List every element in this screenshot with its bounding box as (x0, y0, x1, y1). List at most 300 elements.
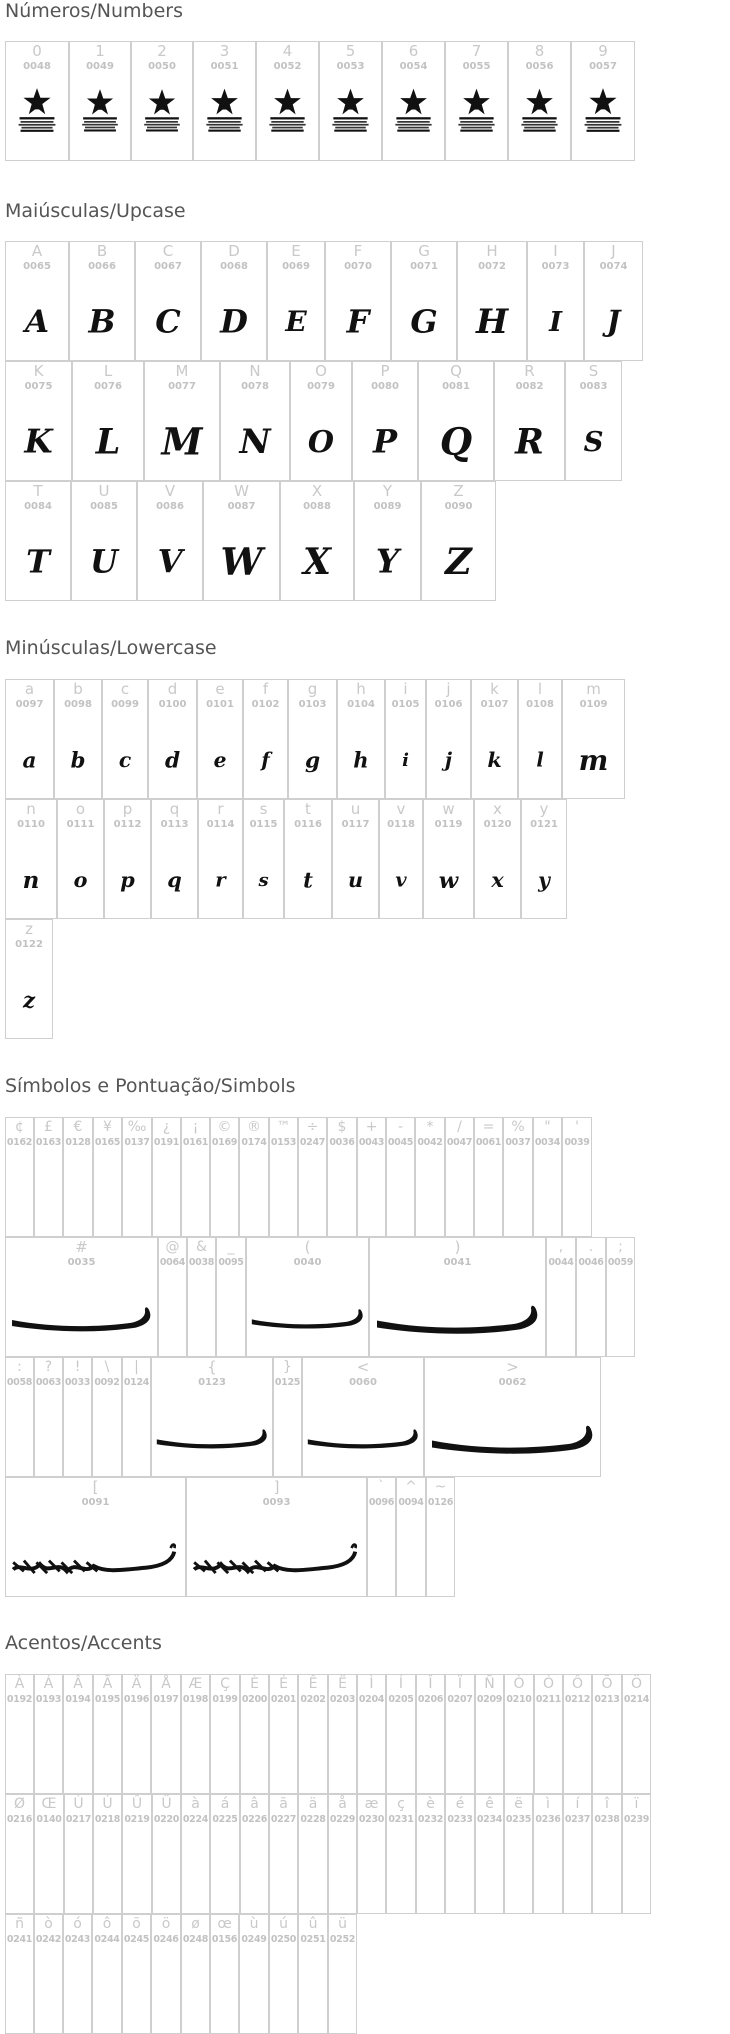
glyph-code-label: 0058 (6, 1377, 33, 1388)
glyph-cell-upper-0077 (144, 361, 220, 481)
glyph-cell-symbols-0046 (576, 1237, 606, 1357)
glyph-cell-upper-0089 (354, 481, 421, 601)
glyph-cell-accents-0197 (151, 1674, 181, 1794)
glyph-char-label: é (455, 1796, 465, 1812)
glyph-cell-accents-0156 (210, 1914, 239, 2034)
glyph-code-label: 0163 (35, 1137, 62, 1148)
glyph-code-label: 0192 (6, 1694, 33, 1705)
glyph-cell-symbols-0044 (546, 1237, 576, 1357)
glyph-char-label: G (418, 242, 430, 260)
glyph-cell-symbols-0061 (474, 1117, 503, 1237)
glyph-cell-accents-0231 (386, 1794, 416, 1914)
glyph-char-label: q (169, 800, 180, 818)
glyph-code-label: 0202 (300, 1694, 326, 1705)
glyph-code-label: 0119 (434, 819, 463, 830)
glyph-code-label: 0035 (67, 1257, 96, 1268)
glyph-code-label: 0231 (388, 1814, 414, 1825)
glyph-cell-upper-0080 (352, 361, 418, 481)
glyph-cell-accents-0236 (533, 1794, 563, 1914)
glyph-sample-D (202, 282, 266, 360)
glyph-sample-N (221, 402, 289, 480)
glyph-char-label: 1 (95, 42, 105, 60)
glyph-sample-g (289, 720, 336, 798)
glyph-cell-accents-0202 (298, 1674, 328, 1794)
glyph-char-label: [ (92, 1478, 99, 1496)
glyph-cell-upper-0067 (135, 241, 201, 361)
glyph-cell-accents-0220 (152, 1794, 181, 1914)
svg-text:J: J (606, 304, 621, 339)
glyph-char-label: Ï (457, 1676, 463, 1692)
glyph-sample-i (386, 720, 425, 798)
glyph-char-label: Ú (102, 1796, 113, 1812)
glyph-cell-accents-0235 (504, 1794, 533, 1914)
glyph-code-label: 0096 (368, 1497, 395, 1508)
svg-text:X: X (303, 540, 331, 583)
glyph-code-label: 0100 (158, 699, 187, 710)
glyph-sample-S (566, 402, 621, 480)
glyph-code-label: 0220 (153, 1814, 180, 1825)
glyph-char-label: - (397, 1119, 404, 1135)
glyph-char-label: { (207, 1358, 217, 1376)
glyph-char-label: Ã (102, 1676, 113, 1692)
glyph-cell-symbols-0191 (152, 1117, 181, 1237)
star-badge-logo-icon (194, 82, 255, 160)
glyph-sample-f (244, 720, 287, 798)
svg-text:K: K (24, 421, 53, 461)
swash-tail-icon (152, 1398, 272, 1476)
glyph-cell-symbols-0045 (386, 1117, 415, 1237)
glyph-char-label: o (75, 800, 86, 818)
svg-text:o: o (73, 868, 88, 893)
glyph-char-label: Ë (338, 1676, 347, 1692)
svg-text:e: e (213, 747, 227, 772)
glyph-sample-C (136, 282, 200, 360)
glyph-char-label: Õ (601, 1676, 613, 1692)
glyph-cell-accents-0219 (122, 1794, 152, 1914)
glyph-char-label: v (396, 800, 406, 818)
glyph-cell-accents-0214 (622, 1674, 651, 1794)
glyph-cell-numbers-0053 (319, 41, 382, 161)
glyph-code-label: 0236 (535, 1814, 561, 1825)
glyph-cell-upper-0073 (527, 241, 584, 361)
glyph-cell-accents-0234 (475, 1794, 504, 1914)
glyph-code-label: 0094 (398, 1497, 424, 1508)
glyph-cell-symbols-0058 (5, 1357, 34, 1477)
glyph-cell-lower-0103 (288, 679, 337, 799)
svg-text:H: H (475, 302, 509, 343)
glyph-code-label: 0070 (344, 261, 372, 272)
glyph-cell-symbols-0042 (415, 1117, 445, 1237)
glyph-cell-upper-0088 (280, 481, 354, 601)
glyph-code-label: 0045 (387, 1137, 414, 1148)
glyph-char-label: 3 (219, 42, 230, 60)
svg-text:N: N (239, 422, 271, 463)
glyph-char-label: 8 (534, 42, 545, 60)
glyph-char-label: % (511, 1119, 525, 1135)
glyph-char-label: Ö (630, 1676, 643, 1692)
glyph-cell-numbers-0049 (69, 41, 131, 161)
glyph-code-label: 0212 (564, 1694, 591, 1705)
glyph-char-label: U (98, 482, 110, 500)
svg-text:b: b (70, 747, 86, 773)
glyph-sample-y (522, 840, 566, 918)
svg-text:n: n (22, 867, 40, 894)
glyph-code-label: 0105 (391, 699, 420, 710)
glyph-code-label: 0198 (182, 1694, 209, 1705)
glyph-code-label: 0044 (548, 1257, 574, 1268)
glyph-code-label: 0104 (347, 699, 375, 710)
glyph-code-label: 0042 (417, 1137, 443, 1148)
glyph-cell-lower-0105 (385, 679, 426, 799)
star-badge-logo-icon (572, 82, 634, 160)
glyph-char-label: j (446, 680, 451, 698)
glyph-cell-accents-0225 (210, 1794, 240, 1914)
glyph-char-label: 9 (598, 42, 608, 60)
glyph-cell-accents-0245 (122, 1914, 151, 2034)
glyph-char-label: Â (73, 1676, 83, 1692)
glyph-cell-symbols-0169 (210, 1117, 239, 1237)
glyph-char-label: 7 (471, 42, 482, 60)
glyph-char-label: l (537, 680, 543, 698)
glyph-char-label: ¢ (15, 1119, 24, 1135)
glyph-cell-symbols-0033 (63, 1357, 92, 1477)
glyph-code-label: 0217 (65, 1814, 92, 1825)
glyph-code-label: 0246 (153, 1934, 179, 1945)
glyph-code-label: 0237 (564, 1814, 591, 1825)
svg-text:w: w (438, 867, 459, 894)
swash-tail-icon (6, 1278, 157, 1356)
glyph-code-label: 0048 (23, 61, 51, 72)
glyph-char-label: 5 (345, 42, 356, 60)
glyph-cell-lower-0097 (5, 679, 54, 799)
glyph-cell-symbols-0094 (396, 1477, 426, 1597)
glyph-code-label: 0047 (446, 1137, 473, 1148)
glyph-char-label: à (191, 1796, 200, 1812)
glyph-cell-accents-0140 (34, 1794, 64, 1914)
glyph-cell-symbols-0059 (606, 1237, 635, 1357)
glyph-char-label: ú (279, 1916, 288, 1932)
glyph-code-label: 0140 (36, 1814, 62, 1825)
glyph-code-label: 0116 (294, 819, 322, 830)
glyph-code-label: 0161 (182, 1137, 209, 1148)
glyph-code-label: 0055 (462, 61, 491, 72)
glyph-char-label: ( (304, 1238, 311, 1256)
glyph-code-label: 0076 (94, 381, 122, 392)
glyph-code-label: 0233 (447, 1814, 473, 1825)
glyph-cell-upper-0086 (137, 481, 203, 601)
glyph-cell-accents-0229 (328, 1794, 357, 1914)
glyph-sample-m (563, 720, 624, 798)
star-badge-logo-icon (320, 82, 381, 160)
glyph-char-label: Ä (131, 1676, 142, 1692)
svg-text:D: D (220, 302, 248, 341)
glyph-cell-accents-0216 (5, 1794, 34, 1914)
glyph-code-label: 0082 (515, 381, 544, 392)
glyph-cell-numbers-0055 (445, 41, 508, 161)
glyph-code-label: 0036 (329, 1137, 355, 1148)
glyph-code-label: 0123 (198, 1377, 226, 1388)
glyph-cell-accents-0213 (592, 1674, 622, 1794)
glyph-code-label: 0063 (35, 1377, 62, 1388)
svg-text:f: f (261, 747, 270, 772)
glyph-code-label: 0099 (111, 699, 139, 710)
glyph-cell-accents-0248 (181, 1914, 210, 2034)
glyph-char-label: z (25, 920, 33, 938)
glyph-code-label: 0234 (476, 1814, 503, 1825)
glyph-cell-lower-0102 (243, 679, 288, 799)
glyph-char-label: Ù (73, 1796, 84, 1812)
glyph-code-label: 0043 (358, 1137, 385, 1148)
glyph-code-label: 0125 (274, 1377, 301, 1388)
svg-text:i: i (402, 750, 409, 772)
glyph-cell-accents-0207 (445, 1674, 475, 1794)
glyph-code-label: 0121 (530, 819, 558, 830)
star-badge-logo-icon (383, 82, 444, 160)
svg-text:l: l (536, 748, 544, 772)
glyph-sample-A (6, 282, 68, 360)
glyph-char-label: Œ (41, 1796, 57, 1812)
glyph-cell-lower-0112 (104, 799, 151, 919)
glyph-cell-symbols-0165 (93, 1117, 122, 1237)
glyph-char-label: ñ (15, 1916, 24, 1932)
glyph-sample-j (427, 720, 470, 798)
glyph-char-label: + (365, 1119, 378, 1135)
svg-text:r: r (215, 867, 226, 892)
glyph-cell-symbols-0095 (216, 1237, 246, 1357)
svg-text:q: q (167, 868, 182, 893)
svg-text:t: t (303, 867, 313, 893)
glyph-code-label: 0117 (341, 819, 370, 830)
glyph-sample-n (6, 840, 56, 918)
glyph-code-label: 0072 (478, 261, 506, 272)
glyph-char-label: á (220, 1796, 230, 1812)
glyph-char-label: / (457, 1119, 462, 1135)
glyph-sample-r (199, 840, 242, 918)
svg-text:R: R (515, 422, 544, 463)
svg-text:v: v (395, 868, 407, 892)
glyph-cell-lower-0116 (284, 799, 332, 919)
svg-text:k: k (487, 748, 502, 773)
glyph-code-label: 0039 (564, 1137, 590, 1148)
glyph-code-label: 0245 (123, 1934, 150, 1945)
glyph-code-label: 0122 (15, 939, 43, 950)
glyph-cell-symbols-0137 (122, 1117, 152, 1237)
glyph-sample-P (353, 402, 417, 480)
glyph-char-label: Û (131, 1796, 143, 1812)
glyph-code-label: 0086 (156, 501, 184, 512)
glyph-code-label: 0156 (211, 1934, 238, 1945)
glyph-code-label: 0088 (303, 501, 331, 512)
glyph-cell-numbers-0050 (131, 41, 193, 161)
glyph-code-label: 0107 (480, 699, 509, 710)
star-badge-logo-icon (132, 82, 192, 160)
glyph-char-label: ‰ (127, 1119, 147, 1135)
glyph-cell-lower-0110 (5, 799, 57, 919)
glyph-code-label: 0165 (94, 1137, 121, 1148)
glyph-code-label: 0243 (64, 1934, 91, 1945)
glyph-cell-accents-0196 (122, 1674, 151, 1794)
svg-text:C: C (155, 302, 181, 341)
glyph-char-label: ¥ (103, 1119, 112, 1135)
glyph-code-label: 0111 (66, 819, 95, 830)
svg-text:W: W (220, 539, 263, 584)
svg-text:h: h (353, 747, 369, 773)
svg-text:m: m (578, 743, 609, 777)
glyph-code-label: 0060 (349, 1377, 377, 1388)
glyph-char-label: P (380, 362, 390, 380)
glyph-sample-c (103, 720, 147, 798)
glyph-code-label: 0124 (123, 1377, 150, 1388)
glyph-code-label: 0110 (17, 819, 45, 830)
glyph-cell-lower-0111 (57, 799, 104, 919)
glyph-char-label: ì (546, 1796, 550, 1812)
glyph-cell-accents-0206 (416, 1674, 445, 1794)
glyph-char-label: ` (378, 1479, 385, 1495)
glyph-sample-K (6, 402, 71, 480)
glyph-sample-G (392, 282, 456, 360)
glyph-cell-numbers-0057 (571, 41, 635, 161)
section-title-lower: Minúsculas/Lowercase (5, 637, 217, 659)
glyph-char-label: ' (575, 1119, 579, 1135)
glyph-code-label: 0090 (444, 501, 473, 512)
glyph-code-label: 0071 (410, 261, 438, 272)
glyph-char-label: w (442, 800, 455, 818)
glyph-cell-upper-0075 (5, 361, 72, 481)
glyph-cell-accents-0205 (386, 1674, 416, 1794)
glyph-sample-U (72, 522, 136, 600)
glyph-cell-symbols-0093 (186, 1477, 367, 1597)
glyph-char-label: ø (191, 1916, 200, 1932)
glyph-char-label: ^ (405, 1479, 417, 1495)
glyph-sample-J (585, 282, 642, 360)
svg-text:B: B (88, 302, 116, 341)
glyph-sample-V (138, 522, 202, 600)
glyph-sample-H (458, 282, 526, 360)
glyph-char-label: è (426, 1796, 435, 1812)
glyph-code-label: 0066 (88, 261, 116, 272)
glyph-cell-upper-0083 (565, 361, 622, 481)
glyph-char-label: ô (102, 1916, 112, 1932)
glyph-char-label: A (31, 242, 43, 260)
glyph-code-label: 0191 (153, 1137, 180, 1148)
glyph-code-label: 0068 (220, 261, 248, 272)
glyph-code-label: 0106 (434, 699, 463, 710)
glyph-char-label: " (544, 1119, 551, 1135)
glyph-char-label: ? (44, 1359, 53, 1375)
glyph-code-label: 0098 (64, 699, 92, 710)
glyph-cell-upper-0065 (5, 241, 69, 361)
glyph-sample-x (475, 840, 520, 918)
glyph-char-label: J (611, 242, 616, 260)
glyph-cell-accents-0250 (269, 1914, 298, 2034)
svg-text:S: S (583, 425, 604, 458)
glyph-code-label: 0079 (307, 381, 335, 392)
glyph-char-label: Y (382, 482, 393, 500)
glyph-code-label: 0193 (35, 1694, 62, 1705)
glyph-cell-lower-0107 (471, 679, 518, 799)
glyph-code-label: 0227 (270, 1814, 297, 1825)
glyph-char-label: æ (364, 1796, 379, 1812)
glyph-char-label: d (167, 680, 178, 698)
glyph-code-label: 0108 (526, 699, 554, 710)
glyph-sample-B (70, 282, 134, 360)
glyph-char-label: . (588, 1239, 594, 1255)
glyph-cell-symbols-0041 (369, 1237, 546, 1357)
glyph-code-label: 0074 (599, 261, 628, 272)
glyph-code-label: 0216 (6, 1814, 33, 1825)
glyph-cell-accents-0204 (357, 1674, 386, 1794)
glyph-code-label: 0093 (262, 1497, 291, 1508)
svg-text:Y: Y (375, 541, 400, 581)
glyph-char-label: h (356, 680, 366, 698)
glyph-code-label: 0078 (241, 381, 269, 392)
glyph-cell-lower-0113 (151, 799, 198, 919)
glyph-cell-symbols-0123 (151, 1357, 273, 1477)
glyph-char-label: ò (44, 1916, 53, 1932)
glyph-char-label: ¿ (162, 1119, 171, 1135)
glyph-char-label: V (164, 482, 176, 500)
glyph-cell-upper-0090 (421, 481, 496, 601)
glyph-cell-symbols-0124 (122, 1357, 151, 1477)
glyph-cell-symbols-0128 (63, 1117, 93, 1237)
glyph-cell-accents-0193 (34, 1674, 63, 1794)
glyph-char-label: \ (104, 1359, 110, 1375)
glyph-cell-accents-0242 (34, 1914, 63, 2034)
glyph-cell-symbols-0161 (181, 1117, 210, 1237)
glyph-char-label: £ (44, 1119, 53, 1135)
glyph-cell-numbers-0056 (508, 41, 571, 161)
ornament-swash-icon (187, 1518, 366, 1596)
glyph-code-label: 0247 (299, 1137, 326, 1148)
glyph-code-label: 0206 (417, 1694, 444, 1705)
glyph-cell-upper-0066 (69, 241, 135, 361)
glyph-char-label: â (250, 1796, 259, 1812)
glyph-code-label: 0040 (293, 1257, 322, 1268)
glyph-code-label: 0239 (623, 1814, 650, 1825)
glyph-code-label: 0228 (300, 1814, 326, 1825)
glyph-cell-upper-0069 (267, 241, 325, 361)
glyph-code-label: 0251 (300, 1934, 326, 1945)
glyph-code-label: 0059 (607, 1257, 634, 1268)
glyph-char-label: C (162, 242, 174, 260)
glyph-code-label: 0115 (249, 819, 278, 830)
glyph-char-label: Ü (161, 1796, 172, 1812)
glyph-code-label: 0087 (227, 501, 256, 512)
glyph-char-label: , (558, 1239, 564, 1255)
glyph-char-label: : (17, 1359, 22, 1375)
svg-text:V: V (157, 542, 183, 581)
glyph-char-label: ä (308, 1796, 318, 1812)
glyph-code-label: 0037 (505, 1137, 531, 1148)
glyph-cell-accents-0233 (445, 1794, 475, 1914)
glyph-code-label: 0077 (168, 381, 196, 392)
glyph-char-label: a (24, 680, 35, 698)
glyph-code-label: 0207 (447, 1694, 473, 1705)
svg-text:M: M (161, 419, 203, 464)
glyph-sample-R (495, 402, 564, 480)
glyph-cell-symbols-0092 (92, 1357, 122, 1477)
glyph-cell-accents-0237 (563, 1794, 592, 1914)
glyph-code-label: 0120 (483, 819, 512, 830)
glyph-cell-upper-0082 (494, 361, 565, 481)
glyph-char-label: g (307, 680, 318, 698)
glyph-code-label: 0085 (90, 501, 118, 512)
glyph-code-label: 0051 (210, 61, 239, 72)
star-badge-logo-icon (257, 82, 318, 160)
glyph-code-label: 0214 (623, 1694, 650, 1705)
glyph-code-label: 0091 (81, 1497, 110, 1508)
glyph-cell-numbers-0048 (5, 41, 69, 161)
